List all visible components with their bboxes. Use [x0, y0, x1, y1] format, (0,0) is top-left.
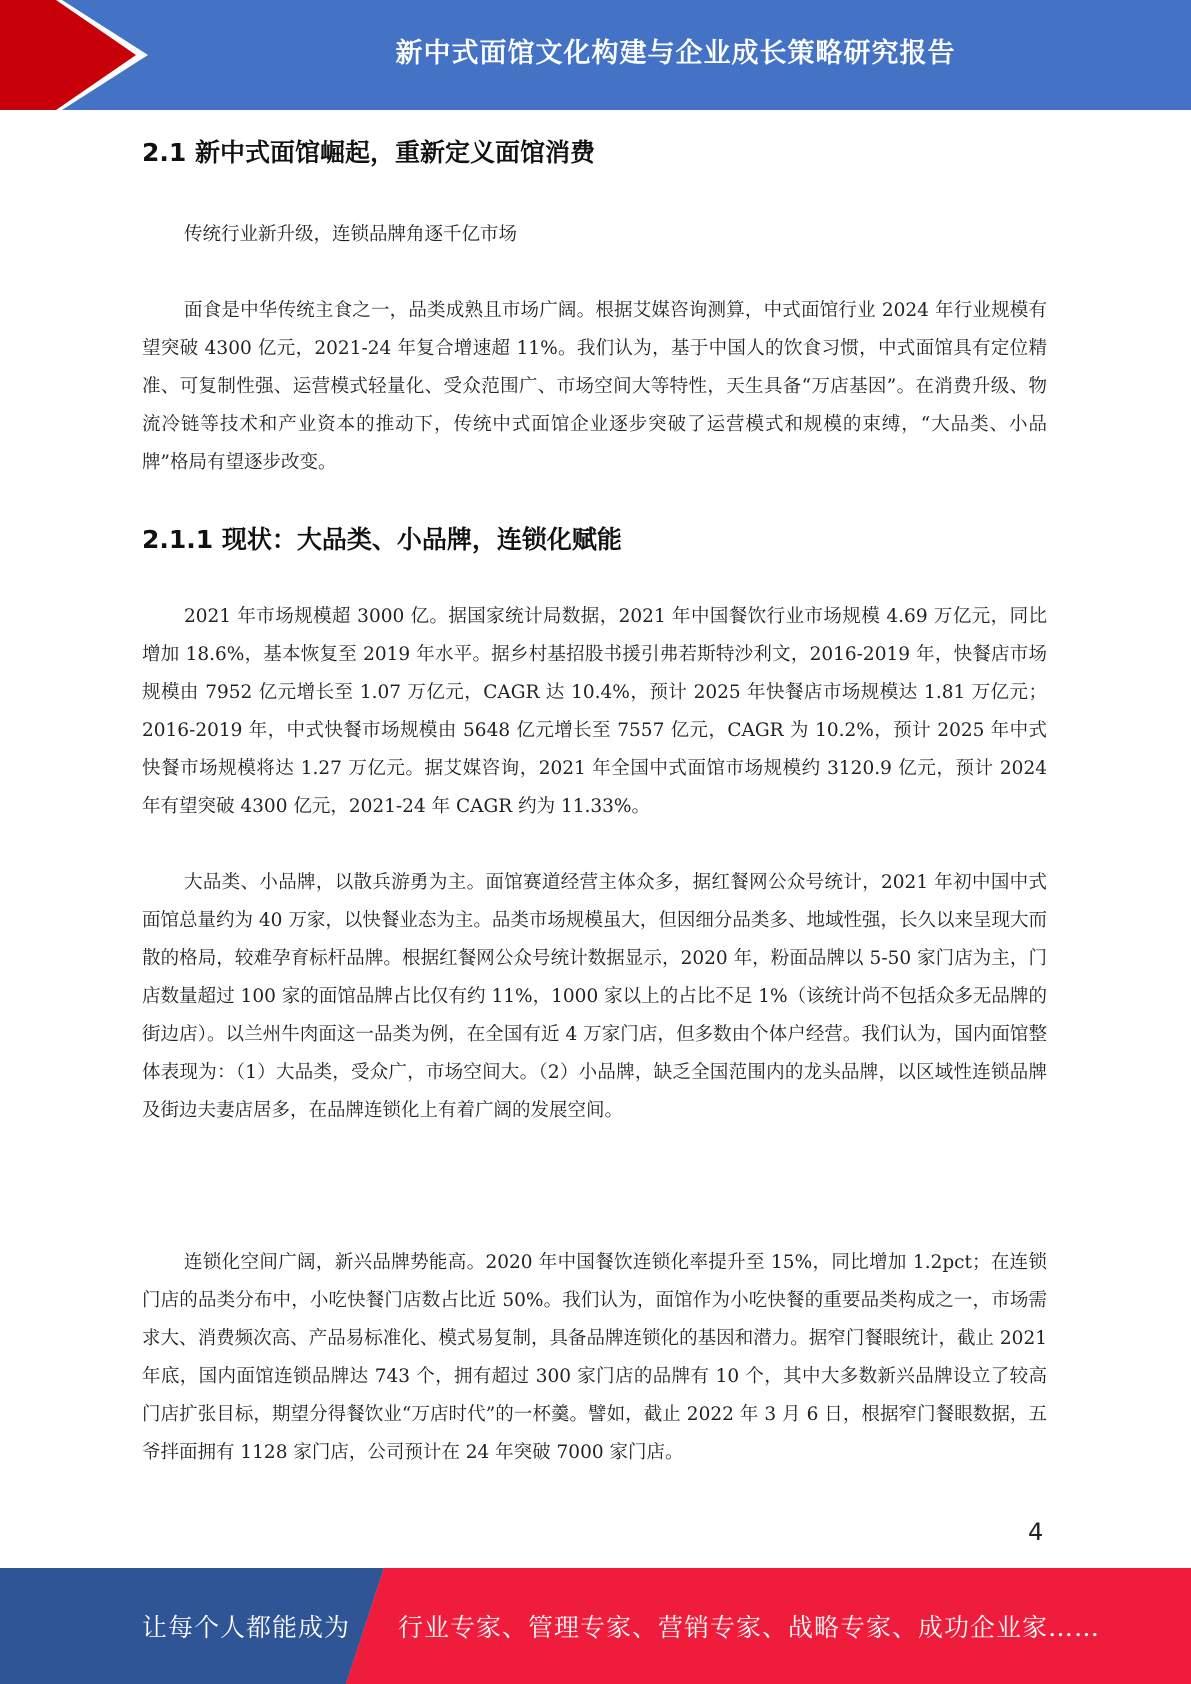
page-number: 4	[1028, 1518, 1044, 1546]
intro-line: 传统行业新升级，连锁品牌角逐千亿市场	[184, 224, 518, 245]
paragraph-2: 2021 年市场规模超 3000 亿。据国家统计局数据，2021 年中国餐饮行业市场规模 4.69 万亿元，同比增加 18.6%，基本恢复至 2019 年水平。据乡村基招股书援引弗若斯特沙利文，2016-2019 年，快餐店市场规模由 7952 亿元增长至 1.07 万亿元，CAGR 达 10.4%，预计 2025 年快餐店市场规模达 1.81 万亿元；2016-2019 年，中式快餐市场规模由 5648 亿元增长至 7557 亿元，CAGR 为 10.2%，预计 2025 年中式快餐市场规模将达 1.27 万亿元。据艾媒咨询，2021 年全国中式面馆市场规模约 3120.9 亿元，预计 2024 年有望突破 4300 亿元，2021-24 年 CAGR 约为 11.33%。	[142, 606, 1047, 817]
paragraph-3: 大品类、小品牌，以散兵游勇为主。面馆赛道经营主体众多，据红餐网公众号统计，2021 年初中国中式面馆总量约为 40 万家，以快餐业态为主。品类市场规模虽大，但因细分品类多、地域性强，长久以来呈现大而散的格局，较难孕育标杆品牌。根据红餐网公众号统计数据显示，2020 年，粉面品牌以 5-50 家门店为主，门店数量超过 100 家的面馆品牌占比仅有约 11%，1000 家以上的占比不足 1%（该统计尚不包括众多无品牌的街边店）。以兰州牛肉面这一品类为例，在全国有近 4 万家门店，但多数由个体户经营。我们认为，国内面馆整体表现为：（1）大品类，受众广，市场空间大。（2）小品牌，缺乏全国范围内的龙头品牌，以区域性连锁品牌及街边夫妻店居多，在品牌连锁化上有着广阔的发展空间。	[142, 872, 1047, 1121]
header-title: 新中式面馆文化构建与企业成长策略研究报告	[395, 37, 956, 69]
page-footer	[0, 1568, 1191, 1684]
paragraph-1: 面食是中华传统主食之一，品类成熟且市场广阔。根据艾媒咨询测算，中式面馆行业 2024 年行业规模有望突破 4300 亿元，2021-24 年复合增速超 11%。我们认为，基于中国人的饮食习惯，中式面馆具有定位精准、可复制性强、运营模式轻量化、受众范围广、市场空间大等特性，天生具备“万店基因”。在消费升级、物流冷链等技术和产业资本的推动下，传统中式面馆企业逐步突破了运营模式和规模的束缚，“大品类、小品牌”格局有望逐步改变。	[142, 300, 1047, 473]
footer-right-text: 行业专家、管理专家、营销专家、战略专家、成功企业家……	[398, 1613, 1101, 1642]
footer-left-text: 让每个人都能成为	[142, 1613, 351, 1642]
section-heading-2-1: 2.1 新中式面馆崛起，重新定义面馆消费	[142, 138, 595, 167]
paragraph-4: 连锁化空间广阔，新兴品牌势能高。2020 年中国餐饮连锁化率提升至 15%，同比增加 1.2pct；在连锁门店的品类分布中，小吃快餐门店数占比近 50%。我们认为，面馆作为小吃快餐的重要品类构成之一，市场需求大、消费频次高、产品易标准化、模式易复制，具备品牌连锁化的基因和潜力。据窄门餐眼统计，截止 2021 年底，国内面馆连锁品牌达 743 个，拥有超过 300 家门店的品牌有 10 个，其中大多数新兴品牌设立了较高门店扩张目标，期望分得餐饮业“万店时代”的一杯羹。譬如，截止 2022 年 3 月 6 日，根据窄门餐眼数据，五爷拌面拥有 1128 家门店，公司预计在 24 年突破 7000 家门店。	[142, 1252, 1047, 1463]
page-header	[0, 0, 1191, 110]
section-heading-2-1-1: 2.1.1 现状：大品类、小品牌，连锁化赋能	[142, 525, 622, 554]
